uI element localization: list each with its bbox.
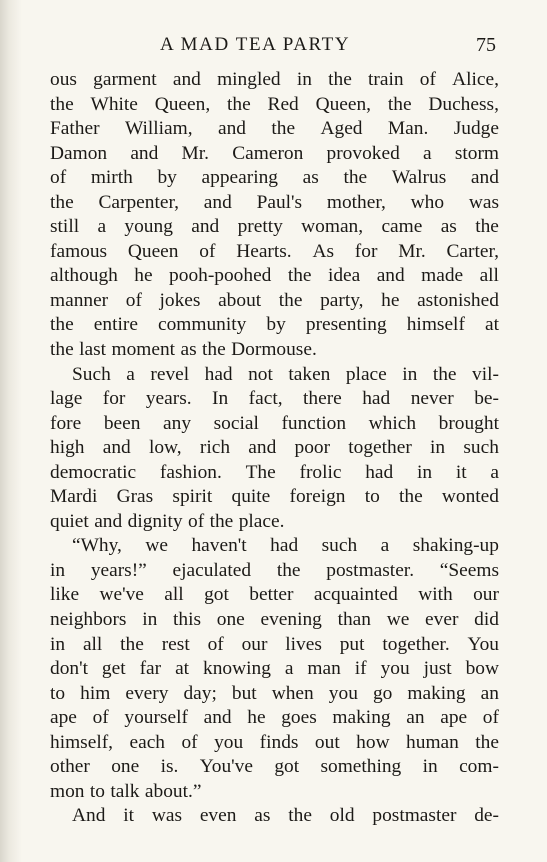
running-title: A MAD TEA PARTY <box>160 34 351 55</box>
text-line: fore been any social function which brought <box>50 412 499 434</box>
text-line: manner of jokes about the party, he astonished <box>50 289 499 311</box>
text-line: ous garment and mingled in the train of Alice, <box>50 69 499 90</box>
text-line: quiet and dignity of the place. <box>50 510 285 532</box>
text-line: to him every day; but when you go making an <box>50 682 499 704</box>
text-line: And it was even as the old postmaster de- <box>72 805 499 827</box>
text-line: other one is. You've got something in com- <box>50 756 499 778</box>
text-line: like we've all got better acquainted with our <box>50 584 499 606</box>
text-line: the last moment as the Dormouse. <box>50 339 317 361</box>
text-line: Damon and Mr. Cameron provoked a storm <box>50 142 499 164</box>
spine-shadow <box>0 0 22 862</box>
text-line: Such a revel had not taken place in the vil- <box>72 363 499 385</box>
text-line: the White Queen, the Red Queen, the Duchess, <box>50 93 499 115</box>
text-line: in all the rest of our lives put together. You <box>50 633 499 655</box>
text-line: don't get far at knowing a man if you just bow <box>50 658 499 680</box>
page-number: 75 <box>476 34 496 56</box>
text-line: Mardi Gras spirit quite foreign to the wonted <box>50 486 499 508</box>
text-line: in years!” ejaculated the postmaster. “Seems <box>50 559 499 581</box>
text-line: “Why, we haven't had such a shaking-up <box>72 535 499 557</box>
text-line: the entire community by presenting himself at <box>50 314 499 336</box>
text-line: neighbors in this one evening than we ever did <box>50 609 499 631</box>
text-line: still a young and pretty woman, came as the <box>50 216 499 238</box>
running-head <box>48 34 500 60</box>
text-line: democratic fashion. The frolic had in it a <box>50 461 499 483</box>
text-line: the Carpenter, and Paul's mother, who was <box>50 191 499 213</box>
text-line: although he pooh-poohed the idea and made all <box>50 265 499 287</box>
body-text <box>50 68 499 829</box>
text-line: himself, each of you finds out how human the <box>50 731 499 753</box>
text-line: high and low, rich and poor together in such <box>50 437 499 459</box>
text-line: mon to talk about.” <box>50 780 202 802</box>
text-line: Father William, and the Aged Man. Judge <box>50 118 499 140</box>
text-line: famous Queen of Hearts. As for Mr. Carter, <box>50 240 499 262</box>
text-line: ape of yourself and he goes making an ape of <box>50 707 499 729</box>
text-line: lage for years. In fact, there had never be- <box>50 388 499 410</box>
text-line: of mirth by appearing as the Walrus and <box>50 167 499 189</box>
